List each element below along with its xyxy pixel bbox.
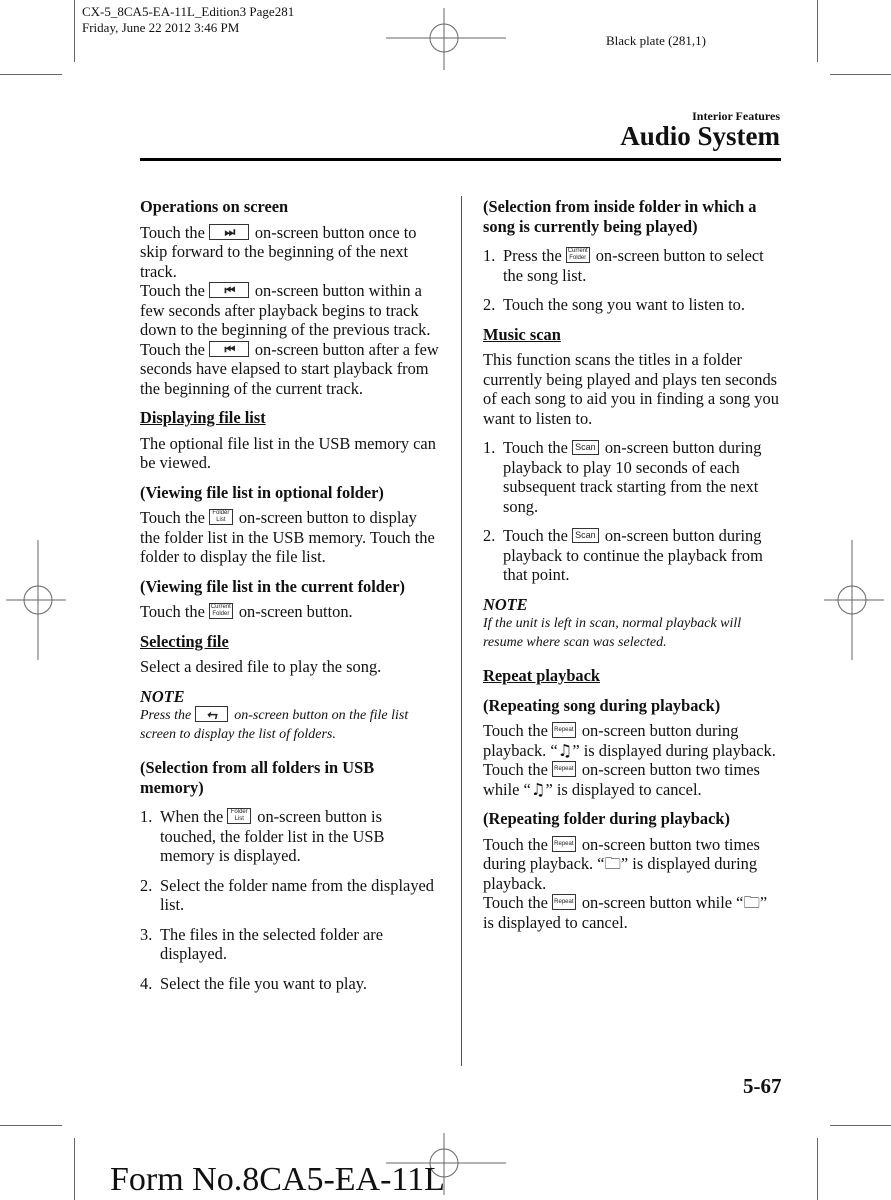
music-scan-paragraph: This function scans the titles in a folder currently being played and plays ten seconds of each song to aid you in finding a song you want to listen to. <box>483 350 779 428</box>
print-meta <box>82 4 294 36</box>
rsong-p2-text-b: on-screen button two times while “ <box>483 760 760 799</box>
ops-paragraph-2 <box>140 281 440 340</box>
all-folders-heading: (Selection from all folders in USB memory) <box>140 758 375 797</box>
repeat-heading: Repeat playback <box>483 666 601 685</box>
select-paragraph: Select a desired file to play the song. <box>140 657 382 676</box>
inside-folder-steps <box>483 246 781 315</box>
scan-button-icon: Scan <box>572 528 599 543</box>
select-heading: Selecting file <box>140 631 229 651</box>
ops-heading: Operations on screen <box>140 197 289 216</box>
folder-list-icon-line-1: Folder <box>230 809 248 816</box>
ops-p2-text-b: on-screen button within a few seconds after playback begins to track down to the beginning of the previous track. <box>140 281 431 339</box>
music-note-icon: ♫ <box>530 779 546 799</box>
all-folders-steps <box>140 807 440 993</box>
ops-p1-text-a: Touch the <box>140 222 205 242</box>
section-label: Interior Features <box>692 109 780 123</box>
rfolder-p2-text-a: Touch the <box>483 893 548 912</box>
rsong-p2-text-c: ” is displayed to cancel. <box>545 779 702 799</box>
rfolder-p1-text-b: on-screen button two times during playback. “ <box>483 834 760 873</box>
step-text: Select the file you want to play. <box>160 973 367 993</box>
list-item <box>140 807 440 866</box>
rsong-p1-text-a: Touch the <box>483 721 548 740</box>
step-text-a: Press the <box>503 246 562 265</box>
note-heading: NOTE <box>483 594 528 614</box>
right-column <box>483 197 781 932</box>
step-text-a: Touch the <box>503 526 568 545</box>
skip-back-icon: ⏮ <box>224 283 234 298</box>
step-text: Touch the song you want to listen to. <box>503 295 745 314</box>
note-heading: NOTE <box>140 686 185 706</box>
rfolder-p1-text-a: Touch the <box>483 834 548 854</box>
skip-back-button-icon <box>209 341 249 357</box>
rsong-p1-text-b: on-screen button during playback. “ <box>483 721 739 760</box>
current-folder-paragraph <box>140 602 440 622</box>
repeat-button-icon: Repeat <box>552 894 576 910</box>
step-text-b: on-screen button during playback to play 10 seconds of each subsequent track starting from the next song. <box>503 438 762 516</box>
current-text-b: on-screen button. <box>238 602 353 621</box>
note-text: If the unit is left in scan, normal playback will resume where scan was selected. <box>483 616 742 650</box>
header-rule <box>140 158 781 161</box>
skip-back-icon: ⏮ <box>224 341 234 356</box>
current-folder-icon-line-1: Current <box>210 604 231 611</box>
step-number: 4. <box>140 973 153 993</box>
note-text-a: Press the <box>140 708 192 723</box>
repeat-folder-heading: (Repeating folder during playback) <box>483 809 730 828</box>
folder-list-button-icon <box>209 509 233 525</box>
optional-folder-heading: (Viewing file list in optional folder) <box>140 482 384 502</box>
note-text-b: on-screen button on the file list screen to display the list of folders. <box>140 708 409 742</box>
folder-list-icon-line-2: List <box>234 816 244 823</box>
ops-p2-text-a: Touch the <box>140 281 205 300</box>
ops-p3-text-b: on-screen button after a few seconds have elapsed to start playback from the beginning of the current track. <box>140 339 439 398</box>
repeat-song-heading: (Repeating song during playback) <box>483 695 721 715</box>
step-number: 1. <box>483 246 496 265</box>
current-text-a: Touch the <box>140 602 205 621</box>
optional-text-b: on-screen button to display the folder list in the USB memory. Touch the folder to display the file list. <box>140 508 435 566</box>
list-item <box>483 246 781 285</box>
current-folder-button-icon <box>209 603 233 619</box>
folder-icon: 🗀 <box>604 854 621 873</box>
page-title: Audio System <box>620 121 780 151</box>
step-number: 2. <box>483 295 496 314</box>
current-folder-button-icon <box>566 247 590 263</box>
optional-folder-paragraph <box>140 508 440 567</box>
registration-mark-right <box>824 540 884 660</box>
plate-label: Black plate (281,1) <box>606 33 706 48</box>
step-text-b: on-screen button during playback to continue the playback from that point. <box>503 526 763 584</box>
column-divider <box>461 196 462 1066</box>
rfolder-p1-text-c: ” is displayed during playback. <box>483 854 758 893</box>
step-number: 2. <box>140 875 153 895</box>
note-text <box>140 706 440 744</box>
folder-icon: 🗀 <box>743 893 760 912</box>
list-item <box>140 974 440 994</box>
scan-button-icon: Scan <box>572 440 599 455</box>
back-button-icon <box>195 706 228 722</box>
current-folder-icon-line-2: Folder <box>569 255 587 262</box>
inside-folder-heading: (Selection from inside folder in which a song is currently being played) <box>483 197 757 236</box>
repeat-button-icon: Repeat <box>552 722 576 738</box>
step-number: 3. <box>140 924 153 944</box>
print-meta-line-1: CX-5_8CA5-EA-11L_Edition3 Page281 <box>82 4 295 19</box>
music-scan-steps <box>483 438 781 585</box>
current-folder-icon-line-1: Current <box>567 248 588 255</box>
repeat-song-paragraph-2 <box>483 760 781 799</box>
left-column <box>140 197 440 993</box>
display-paragraph: The optional file list in the USB memory can be viewed. <box>140 433 436 472</box>
step-text: Select the folder name from the displayed list. <box>160 875 434 914</box>
step-number: 1. <box>140 807 153 826</box>
skip-back-button-icon <box>209 282 249 298</box>
repeat-button-icon: Repeat <box>552 836 576 852</box>
return-arrow-icon: ⮢ <box>206 706 217 722</box>
print-meta-line-2: Friday, June 22 2012 3:46 PM <box>82 20 240 35</box>
skip-forward-button-icon <box>209 224 249 240</box>
list-item <box>483 295 781 315</box>
list-item <box>140 876 440 915</box>
step-number: 1. <box>483 438 496 457</box>
rfolder-p2-text-c: ” is displayed to cancel. <box>483 893 768 932</box>
ops-paragraph-1 <box>140 223 440 282</box>
ops-p3-text-a: Touch the <box>140 339 205 359</box>
list-item <box>140 925 440 964</box>
music-note-icon: ♫ <box>557 740 573 760</box>
page-number: 5-67 <box>743 1074 782 1098</box>
optional-text-a: Touch the <box>140 508 205 527</box>
step-text: The files in the selected folder are displayed. <box>160 924 383 963</box>
ops-paragraph-3 <box>140 340 440 399</box>
current-folder-icon-line-2: Folder <box>212 611 230 618</box>
step-text-a: Touch the <box>503 438 568 457</box>
form-number: Form No.8CA5-EA-11L <box>110 1161 445 1198</box>
registration-mark-left <box>6 540 66 660</box>
rsong-p2-text-a: Touch the <box>483 760 548 779</box>
rsong-p1-text-c: ” is displayed during playback. <box>572 740 776 760</box>
music-scan-heading: Music scan <box>483 324 561 344</box>
repeat-folder-paragraph-2 <box>483 893 781 932</box>
display-heading: Displaying file list <box>140 408 266 427</box>
list-item <box>483 438 781 516</box>
repeat-button-icon: Repeat <box>552 761 576 777</box>
registration-mark-top <box>386 8 506 70</box>
step-number: 2. <box>483 526 496 545</box>
folder-list-icon-line-2: List <box>216 517 226 524</box>
skip-forward-icon: ⏭ <box>224 224 234 239</box>
list-item <box>483 526 781 585</box>
folder-list-button-icon <box>227 808 251 824</box>
step-text-b: on-screen button is touched, the folder list in the USB memory is displayed. <box>160 807 385 865</box>
repeat-folder-paragraph-1 <box>483 835 781 894</box>
repeat-song-paragraph-1 <box>483 721 781 760</box>
rfolder-p2-text-b: on-screen button while “ <box>581 893 744 912</box>
ops-p1-text-b: on-screen button once to skip forward to the beginning of the next track. <box>140 222 417 281</box>
current-folder-heading: (Viewing file list in the current folder) <box>140 576 405 596</box>
step-text-b: on-screen button to select the song list. <box>503 246 764 285</box>
folder-list-icon-line-1: Folder <box>212 510 230 517</box>
step-text-a: When the <box>160 807 224 826</box>
